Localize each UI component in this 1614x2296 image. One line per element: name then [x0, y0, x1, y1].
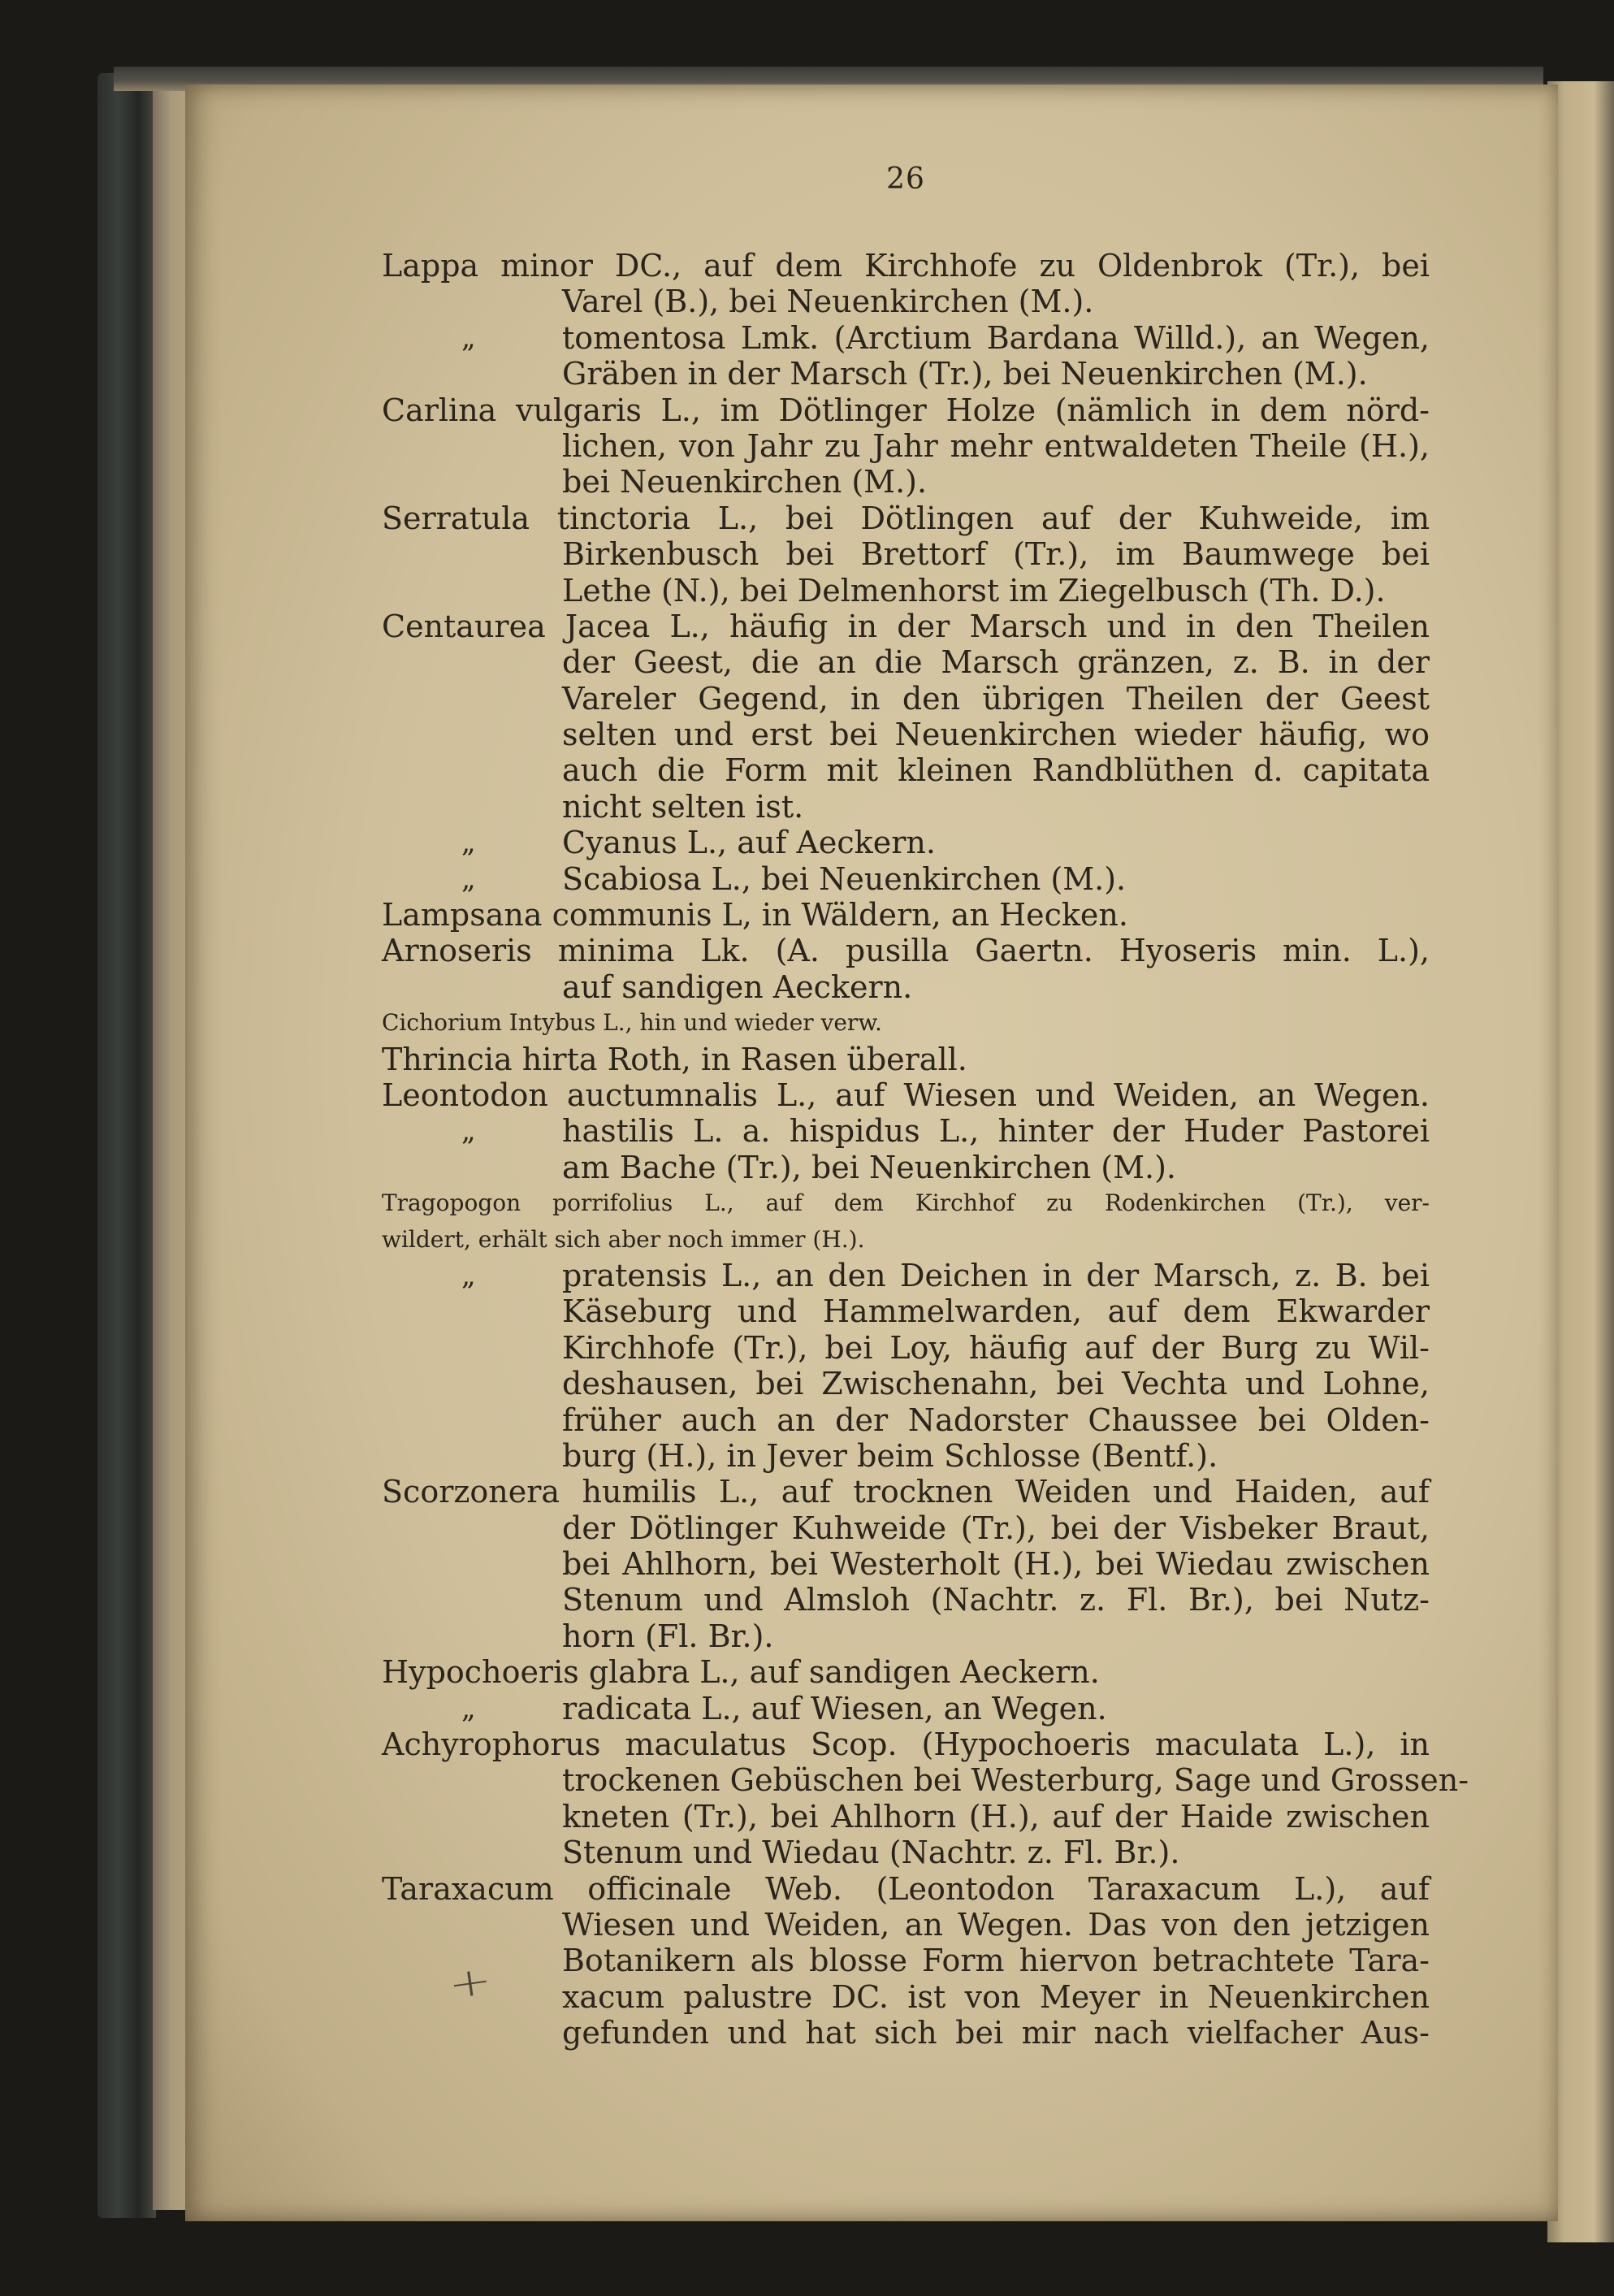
text-line: [382, 1943, 1430, 1978]
text-lines: [382, 248, 1469, 2051]
text-line-content: Taraxacum officinale Web. (Leontodon Taraxacum L.), auf: [382, 1870, 1430, 1907]
text-line-content: Wiesen und Weiden, an Wegen. Das von den jetzigen: [562, 1906, 1430, 1943]
text-line-content: Hypochoeris glabra L., auf sandigen Aeckern.: [382, 1654, 1100, 1691]
text-line-content: Achyrophorus maculatus Scop. (Hypochoeris maculata L.), in: [382, 1726, 1430, 1763]
text-line: [382, 1222, 1430, 1258]
text-line: [382, 1907, 1430, 1943]
text-line-content: der Dötlinger Kuhweide (Tr.), bei der Visbeker Braut,: [562, 1510, 1430, 1546]
text-line-content: Stenum und Almsloh (Nachtr. z. Fl. Br.), bei Nutz-: [562, 1582, 1430, 1618]
text-line-content: Cichorium Intybus L., hin und wieder verw.: [382, 1009, 882, 1037]
text-line-content: hastilis L. a. hispidus L., hinter der Huder Pastorei: [562, 1113, 1430, 1150]
text-line: [382, 897, 1430, 933]
text-line-content: Lampsana communis L, in Wäldern, an Hecken.: [382, 897, 1128, 934]
ditto-mark: „: [461, 321, 476, 354]
text-line: [382, 1150, 1430, 1185]
text-line: [382, 248, 1430, 284]
text-line-content: Käseburg und Hammelwarden, auf dem Ekwarder: [562, 1293, 1430, 1330]
text-line-content: Scabiosa L., bei Neuenkirchen (M.).: [562, 860, 1127, 897]
text-line: [382, 573, 1430, 609]
ditto-mark: „: [461, 1115, 476, 1148]
text-line: [382, 789, 1430, 825]
ditto-mark: „: [461, 1692, 476, 1725]
text-line: [382, 428, 1430, 464]
text-line-content: kneten (Tr.), bei Ahlhorn (H.), auf der Haide zwischen: [562, 1798, 1430, 1835]
page-number: 26: [886, 162, 925, 196]
text-line: [382, 356, 1430, 392]
text-line: [382, 752, 1430, 788]
text-line-content: auf sandigen Aeckern.: [562, 968, 913, 1005]
margin-annotation-mark: +: [445, 1957, 495, 2009]
text-line: [382, 609, 1430, 644]
text-line-content: Tragopogon porrifolius L., auf dem Kirchhof zu Rodenkirchen (Tr.), ver-: [382, 1189, 1430, 1217]
text-line-content: Lethe (N.), bei Delmenhorst im Ziegelbusch (Th. D.).: [562, 572, 1386, 609]
ditto-mark: „: [461, 826, 476, 860]
text-line-content: Lappa minor DC., auf dem Kirchhofe zu Oldenbrok (Tr.), bei: [382, 248, 1430, 284]
text-line-content: wildert, erhält sich aber noch immer (H.).: [382, 1225, 865, 1253]
text-line: [382, 1691, 1430, 1726]
text-line-content: Cyanus L., auf Aeckern.: [562, 825, 936, 861]
text-line-content: Arnoseris minima Lk. (A. pusilla Gaertn. Hyoseris min. L.),: [382, 933, 1430, 969]
text-line-content: Thrincia hirta Roth, in Rasen überall.: [382, 1041, 967, 1077]
text-line-content: Gräben in der Marsch (Tr.), bei Neuenkirchen (M.).: [562, 356, 1368, 392]
text-line-content: Vareler Gegend, in den übrigen Theilen der Geest: [562, 680, 1430, 717]
text-line: [382, 392, 1430, 428]
text-line-content: am Bache (Tr.), bei Neuenkirchen (M.).: [562, 1149, 1176, 1185]
text-line-content: bei Ahlhorn, bei Westerholt (H.), bei Wiedau zwischen: [562, 1546, 1430, 1583]
text-line-content: Kirchhofe (Tr.), bei Loy, häufig auf der Burg zu Wil-: [562, 1329, 1430, 1366]
text-line: [382, 969, 1430, 1005]
text-line-content: Serratula tinctoria L., bei Dötlingen auf der Kuhweide, im: [382, 500, 1430, 536]
text-line-content: Scorzonera humilis L., auf trocknen Weiden und Haiden, auf: [382, 1474, 1430, 1510]
text-line: [382, 1835, 1430, 1870]
text-line-content: der Geest, die an die Marsch gränzen, z. B. in der: [562, 644, 1430, 681]
text-line: [382, 1185, 1430, 1221]
text-line-content: bei Neuenkirchen (M.).: [562, 464, 928, 500]
ditto-mark: „: [461, 862, 476, 895]
text-line: [382, 1799, 1430, 1835]
text-line: [382, 1005, 1430, 1041]
text-line-content: radicata L., auf Wiesen, an Wegen.: [562, 1690, 1107, 1726]
text-line-content: früher auch an der Nadorster Chaussee bei Olden-: [562, 1401, 1430, 1438]
text-line: [382, 1582, 1430, 1618]
text-line-content: auch die Form mit kleinen Randblüthen d. capitata: [562, 752, 1430, 789]
text-line: [382, 644, 1430, 680]
text-line: [382, 1293, 1430, 1329]
text-line: [382, 933, 1430, 968]
text-line: [382, 1726, 1430, 1762]
text-line: [382, 1330, 1430, 1366]
text-line: [382, 2015, 1430, 2051]
text-line: [382, 536, 1430, 572]
text-line: [382, 320, 1430, 356]
text-line-content: Leontodon auctumnalis L., auf Wiesen und Weiden, an Wegen.: [382, 1077, 1430, 1113]
text-line: [382, 500, 1430, 536]
text-line: [382, 1258, 1430, 1293]
text-line: [382, 825, 1430, 860]
text-line: [382, 1366, 1430, 1401]
text-line: [382, 717, 1430, 752]
text-line-content: Stenum und Wiedau (Nachtr. z. Fl. Br.).: [562, 1835, 1180, 1871]
text-line: [382, 861, 1430, 897]
ditto-mark: „: [461, 1258, 476, 1292]
text-line: [382, 681, 1430, 717]
text-line-content: pratensis L., an den Deichen in der Marsch, z. B. bei: [562, 1257, 1430, 1293]
text-line-content: selten und erst bei Neuenkirchen wieder häufig, wo: [562, 717, 1430, 753]
text-line: [382, 1474, 1430, 1510]
book-spine: [97, 73, 156, 2218]
text-line-content: Carlina vulgaris L., im Dötlinger Holze (nämlich in dem nörd-: [382, 392, 1430, 428]
text-line: [382, 1762, 1469, 1799]
text-line: [382, 1077, 1430, 1113]
text-line: [382, 1402, 1430, 1438]
text-line-content: nicht selten ist.: [562, 788, 804, 825]
text-line-content: Centaurea Jacea L., häufig in der Marsch und in den Theilen: [382, 608, 1430, 644]
text-line-content: horn (Fl. Br.).: [562, 1618, 774, 1654]
text-line: [382, 1510, 1430, 1546]
text-line-content: tomentosa Lmk. (Arctium Bardana Willd.), an Wegen,: [562, 319, 1430, 356]
text-line: [382, 1042, 1430, 1077]
text-line: [382, 1618, 1430, 1654]
text-line: [382, 464, 1430, 500]
text-line: [382, 1871, 1430, 1907]
text-line-content: xacum palustre DC. ist von Meyer in Neuenkirchen: [562, 1978, 1430, 2015]
text-line: [382, 1113, 1430, 1149]
text-line: [382, 1979, 1430, 2015]
text-line-content: trockenen Gebüschen bei Westerburg, Sage und Grossen-: [562, 1762, 1469, 1799]
text-line: [382, 1546, 1430, 1582]
text-line-content: Birkenbusch bei Brettorf (Tr.), im Baumwege bei: [562, 536, 1430, 573]
text-line-content: burg (H.), in Jever beim Schlosse (Bentf.).: [562, 1437, 1218, 1474]
text-line-content: lichen, von Jahr zu Jahr mehr entwaldeten Theile (H.),: [562, 427, 1430, 464]
text-line-content: gefunden und hat sich bei mir nach vielfacher Aus-: [562, 2015, 1430, 2051]
text-line-content: Botanikern als blosse Form hiervon betrachtete Tara-: [562, 1943, 1430, 1979]
text-line: [382, 1438, 1430, 1474]
text-line-content: Varel (B.), bei Neuenkirchen (M.).: [562, 284, 1094, 320]
text-line-content: deshausen, bei Zwischenahn, bei Vechta und Lohne,: [562, 1366, 1430, 1402]
text-line: [382, 284, 1430, 319]
text-line: [382, 1654, 1430, 1690]
